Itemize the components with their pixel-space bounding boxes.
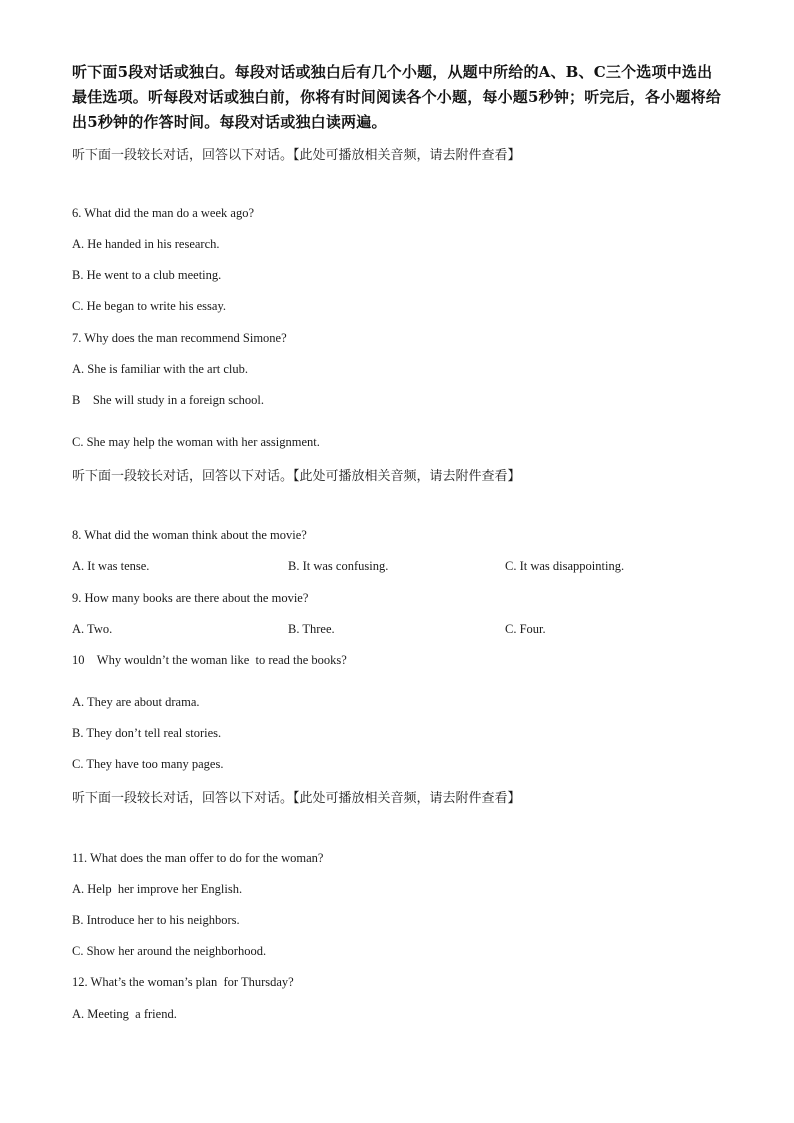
question-9: 9. How many books are there about the movie?: [72, 591, 309, 605]
q11-option-a: A. Help her improve her English.: [72, 882, 243, 896]
audio-instruction-3: 听下面一段较长对话，回答以下对话。【此处可播放相关音频，请去附件查看】: [72, 791, 521, 806]
audio-instruction-1: 听下面一段较长对话，回答以下对话。【此处可播放相关音频，请去附件查看】: [72, 148, 521, 163]
q9-options: [72, 622, 724, 640]
q8-option-b: B. It was confusing.: [288, 559, 389, 573]
question-7: 7. Why does the man recommend Simone?: [72, 331, 287, 345]
q6-option-b: B. He went to a club meeting.: [72, 268, 222, 282]
q7-option-b: B She will study in a foreign school.: [72, 393, 264, 407]
q9-option-a: A. Two.: [72, 622, 113, 636]
q8-option-a: A. It was tense.: [72, 559, 150, 573]
question-8: 8. What did the woman think about the movie?: [72, 528, 307, 542]
q10-option-c: C. They have too many pages.: [72, 757, 224, 771]
q7-option-c: C. She may help the woman with her assignment.: [72, 435, 320, 449]
q10-option-a: A. They are about drama.: [72, 695, 200, 709]
question-12: 12. What’s the woman’s plan for Thursday?: [72, 975, 294, 989]
q6-option-c: C. He began to write his essay.: [72, 299, 227, 313]
section-intro: 听下面5段对话或独白。每段对话或独白后有几个小题，从题中所给的A、B、C三个选项中选出最佳选项。听每段对话或独白前，你将有时间阅读各个小题，每小题5秒钟；听完后，各小题将给出5秒钟的作答时间。每段对话或独白读两遍。: [72, 63, 722, 131]
q9-option-c: C. Four.: [505, 622, 546, 636]
q11-option-b: B. Introduce her to his neighbors.: [72, 913, 240, 927]
question-11: 11. What does the man offer to do for the woman?: [72, 851, 324, 865]
q11-option-c: C. Show her around the neighborhood.: [72, 944, 267, 958]
question-10: 10 Why wouldn’t the woman like to read the books?: [72, 653, 347, 667]
q9-option-b: B. Three.: [288, 622, 335, 636]
q6-option-a: A. He handed in his research.: [72, 237, 220, 251]
q8-option-c: C. It was disappointing.: [505, 559, 625, 573]
question-6: 6. What did the man do a week ago?: [72, 206, 255, 220]
q8-options: [72, 559, 724, 577]
q10-option-b: B. They don’t tell real stories.: [72, 726, 222, 740]
q12-option-a: A. Meeting a friend.: [72, 1007, 177, 1021]
audio-instruction-2: 听下面一段较长对话，回答以下对话。【此处可播放相关音频，请去附件查看】: [72, 469, 521, 484]
q7-option-a: A. She is familiar with the art club.: [72, 362, 249, 376]
